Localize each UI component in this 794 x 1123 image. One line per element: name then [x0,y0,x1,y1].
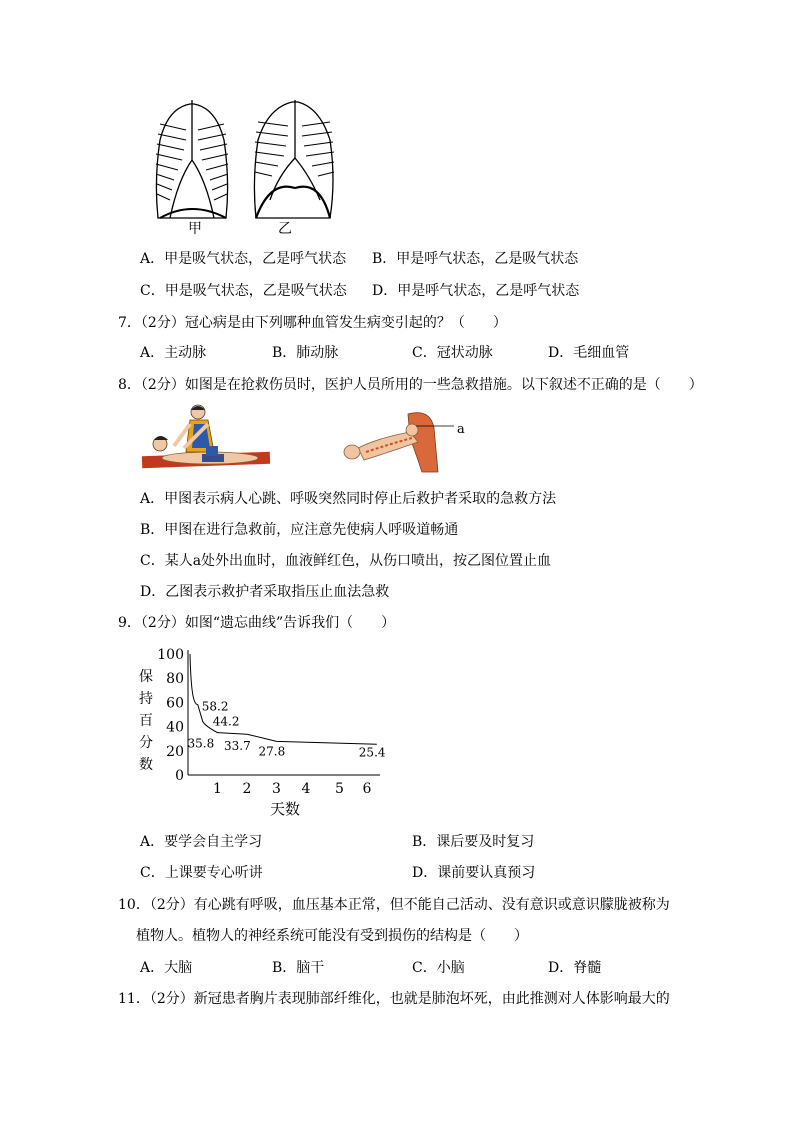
q9-option-d: D．课前要认真预习 [412,865,536,881]
chart-data-label: 58.2 [201,699,229,714]
chart-y-tick-label: 80 [166,671,184,688]
lungs-label-jia: 甲 [188,221,202,237]
chart-y-tick-label: 40 [166,719,184,736]
chart-y-axis-label-char: 保 [139,669,153,685]
q10-stem-line2: 植物人。植物人的神经系统可能没有受到损伤的结构是（ ） [136,928,528,944]
first-aid-figure-jia [140,402,275,474]
lungs-label-yi: 乙 [278,221,292,237]
q8-stem: 8．（2分）如图是在抢救伤员时，医护人员所用的一些急救措施。以下叙述不正确的是（ ） [118,377,703,393]
q8-option-d: D．乙图表示救护者采取指压止血法急救 [140,584,390,600]
first-aid-figure-yi [338,408,468,476]
chart-y-axis-label-char: 持 [139,691,153,707]
chart-y-axis-label-char: 数 [139,757,153,773]
q7-option-d: D．毛细血管 [548,345,630,361]
q9-stem: 9．（2分）如图“遗忘曲线”告诉我们（ ） [118,615,396,631]
q9-option-a: A．要学会自主学习 [140,834,263,850]
q8-option-b: B．甲图在进行急救前，应注意先使病人呼吸道畅通 [140,522,459,538]
chart-y-axis-label-char: 百 [139,713,153,729]
q8-option-a: A．甲图表示病人心跳、呼吸突然同时停止后救护者采取的急救方法 [140,491,557,507]
q6-option-b: B．甲是呼气状态，乙是吸气状态 [372,251,579,267]
lungs-jia-drawing [156,100,228,218]
q6-option-a: A．甲是吸气状态，乙是呼气状态 [140,251,347,267]
chart-y-tick-label: 100 [157,647,184,663]
q10-option-d: D．脊髓 [548,960,602,976]
q9-option-b: B．课后要及时复习 [412,834,535,850]
q10-stem-line1: 10．（2分）有心跳有呼吸，血压基本正常，但不能自己活动、没有意识或意识朦胧被称为 [118,897,670,913]
q9-option-c: C．上课要专心听讲 [140,865,263,881]
q7-stem: 7．（2分）冠心病是由下列哪种血管发生病变引起的？（ ） [118,315,507,331]
chart-data-label: 25.4 [358,745,386,760]
chart-data-label: 27.8 [258,744,286,759]
q7-option-c: C．冠状动脉 [412,345,493,361]
q6-option-d: D．甲是呼气状态，乙是呼气状态 [372,283,580,299]
chart-x-tick-label: 2 [242,781,252,797]
q7-option-a: A．主动脉 [140,345,207,361]
chart-x-tick-label: 4 [301,781,311,797]
q6-option-c: C．甲是吸气状态，乙是吸气状态 [140,283,347,299]
q7-option-b: B．肺动脉 [272,345,339,361]
q8-option-c: C．某人a处外出血时，血液鲜红色，从伤口喷出，按乙图位置止血 [140,553,552,569]
chart-y-axis-label-char: 分 [139,735,153,751]
chart-data-label: 35.8 [187,736,215,751]
chart-y-tick-label: 0 [175,768,184,784]
q10-option-c: C．小脑 [412,960,465,976]
chart-x-tick-label: 3 [272,781,281,797]
chart-y-tick-label: 60 [166,695,184,712]
forgetting-curve-chart [130,640,390,825]
chart-data-label: 33.7 [224,739,251,754]
first-aid-label-a: a [457,422,465,437]
chart-data-label: 44.2 [212,714,240,729]
q10-option-a: A．大脑 [140,960,193,976]
lungs-yi-drawing [254,100,334,218]
chart-y-axis-label [139,669,153,773]
chart-x-tick-label: 5 [335,781,344,797]
q10-option-b: B．脑干 [272,960,325,976]
lungs-figure [148,100,348,240]
q11-stem: 11．（2分）新冠患者胸片表现肺部纤维化，也就是肺泡坏死，由此推测对人体影响最大的 [118,991,670,1007]
chart-x-tick-label: 6 [362,781,372,797]
chart-x-axis-label: 天数 [269,800,301,818]
chart-y-tick-label: 20 [166,743,184,760]
chart-x-tick-label: 1 [213,781,222,797]
